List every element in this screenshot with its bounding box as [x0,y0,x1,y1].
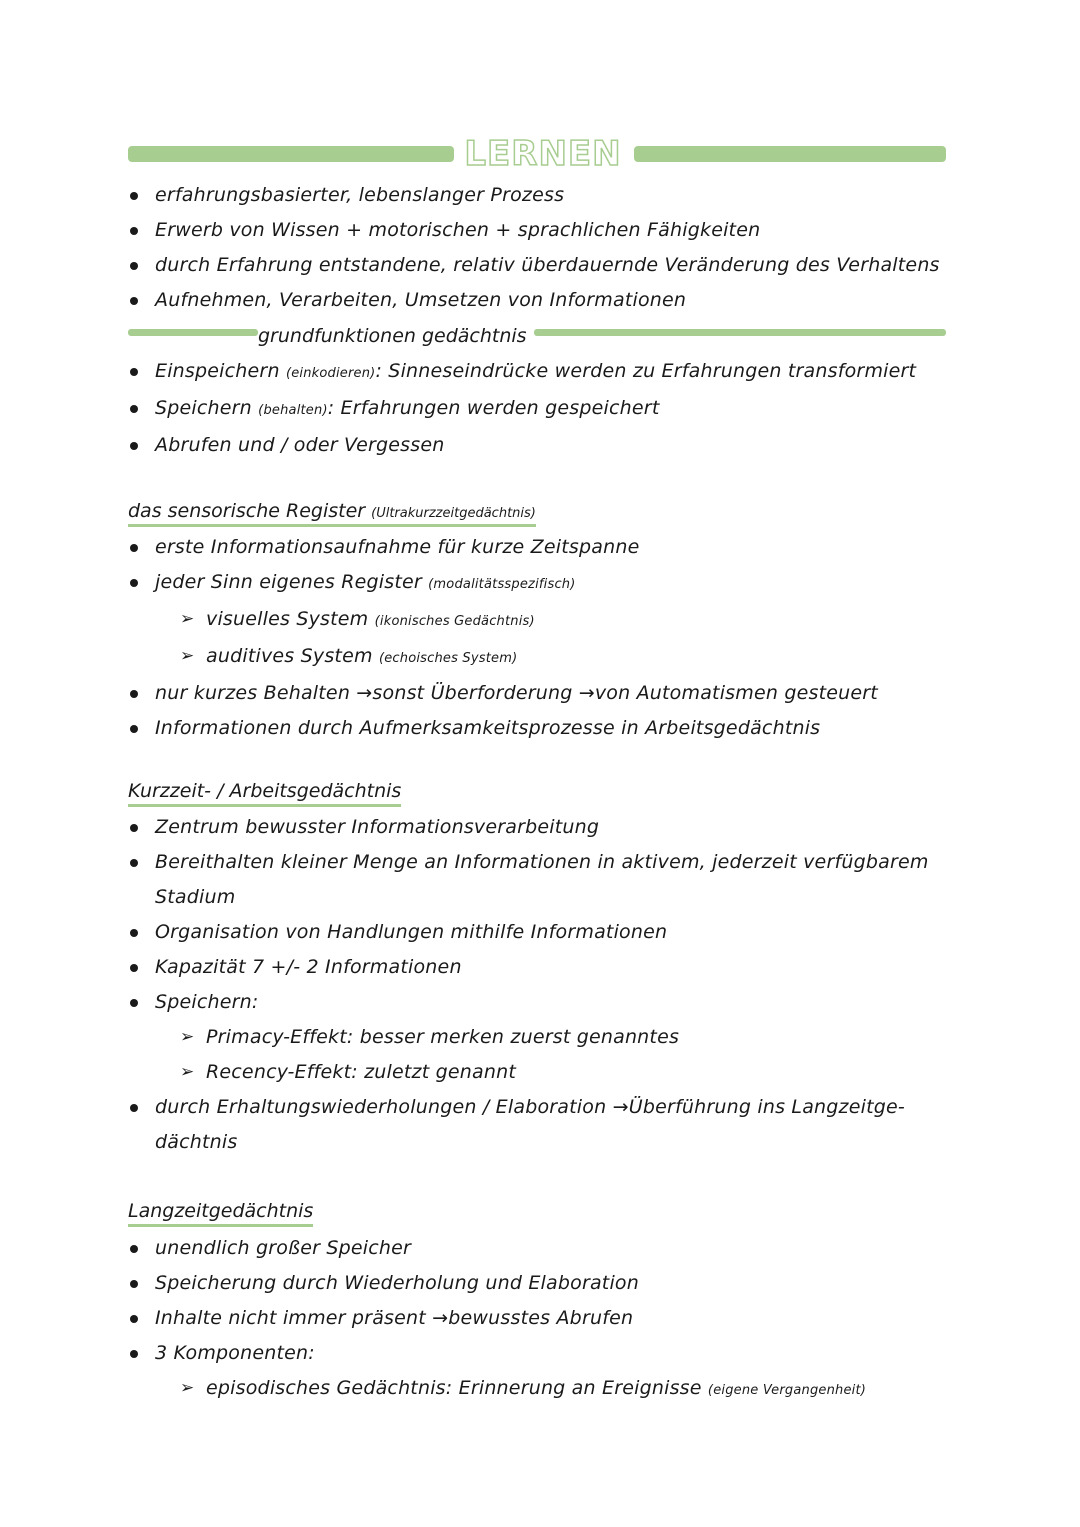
item-text: episodisches Gedächtnis: Erinnerung an Ereignisse [206,1377,702,1399]
note: (eigene Vergangenheit) [707,1383,867,1398]
note: (einkodieren) [285,366,376,381]
list-item: nur kurzes Behalten →sonst Überforderung →von Automatismen gesteuert [128,676,958,711]
list-item: 3 Komponenten: [128,1336,958,1371]
langzeit-list [128,1231,958,1408]
list-item: Kapazität 7 +/- 2 Informationen [128,950,958,985]
list-item: Speichern: [128,985,958,1020]
list-item: Aufnehmen, Verarbeiten, Umsetzen von Informationen [128,283,958,318]
list-item [128,354,958,391]
list-item: erfahrungsbasierter, lebenslanger Prozess [128,178,958,213]
term: Speichern [155,397,252,419]
item-text: jeder Sinn eigenes Register [155,571,422,593]
list-item: Bereithalten kleiner Menge an Informationen in aktivem, jederzeit verfügbarem [128,845,958,880]
section-heading-sensorisch [128,496,536,527]
list-item [128,565,958,602]
list-item: erste Informationsaufnahme für kurze Zeitspanne [128,530,958,565]
subtitle-banner [128,324,946,350]
subtitle-bar-left [128,329,258,336]
arrow-bullet-icon: ➢ [180,646,195,666]
page-title: LERNEN [464,134,622,174]
note: (behalten) [258,403,328,418]
kurzzeit-list [128,810,958,1160]
title-bar-left [128,146,454,162]
list-item: unendlich großer Speicher [128,1231,958,1266]
arrow-bullet-icon: ➢ [180,1062,195,1082]
title-banner [128,134,946,174]
description: : Erfahrungen werden gespeichert [327,397,660,419]
list-item-continuation: dächtnis [155,1131,238,1153]
list-item [128,428,958,463]
sub-list-item [128,1020,958,1055]
term: Abrufen und / oder Vergessen [155,434,445,456]
list-item-continuation: Stadium [155,886,236,908]
item-text: Recency-Effekt: zuletzt genannt [206,1061,516,1083]
item-text: auditives System [206,645,373,667]
grundfunktionen-list [128,354,958,463]
subtitle-bar-right [534,329,946,336]
subtitle: grundfunktionen gedächtnis [258,325,527,347]
list-item: Speicherung durch Wiederholung und Elaboration [128,1266,958,1301]
sub-list-item [128,1371,958,1408]
title-bar-right [634,146,946,162]
list-item: Erwerb von Wissen + motorischen + sprachlichen Fähigkeiten [128,213,958,248]
list-item: Inhalte nicht immer präsent →bewusstes Abrufen [128,1301,958,1336]
list-item: Informationen durch Aufmerksamkeitsprozesse in Arbeitsgedächtnis [128,711,958,746]
section-heading-kurzzeit: Kurzzeit- / Arbeitsgedächtnis [128,776,401,807]
list-item: durch Erhaltungswiederholungen / Elaboration →Überführung ins Langzeitge- [128,1090,958,1125]
sub-list-item [128,602,958,639]
list-item: Organisation von Handlungen mithilfe Informationen [128,915,958,950]
section-heading-langzeit: Langzeitgedächtnis [128,1196,313,1227]
item-text: visuelles System [206,608,369,630]
arrow-bullet-icon: ➢ [180,609,195,629]
intro-list [128,178,958,318]
list-item: durch Erfahrung entstandene, relativ überdauernde Veränderung des Verhaltens [128,248,958,283]
term: Einspeichern [155,360,280,382]
list-item: Zentrum bewusster Informationsverarbeitung [128,810,958,845]
note: (modalitätsspezifisch) [428,577,576,592]
note: (echoisches System) [378,651,518,666]
arrow-bullet-icon: ➢ [180,1378,195,1398]
sub-list-item [128,639,958,676]
arrow-bullet-icon: ➢ [180,1027,195,1047]
heading-text: das sensorische Register [128,500,366,522]
heading-note: (Ultrakurzzeitgedächtnis) [371,506,536,521]
sensorisch-list [128,530,958,746]
list-item [128,391,958,428]
sub-list-item [128,1055,958,1090]
description: : Sinneseindrücke werden zu Erfahrungen transformiert [375,360,917,382]
note: (ikonisches Gedächtnis) [374,614,535,629]
item-text: Primacy-Effekt: besser merken zuerst genanntes [206,1026,680,1048]
